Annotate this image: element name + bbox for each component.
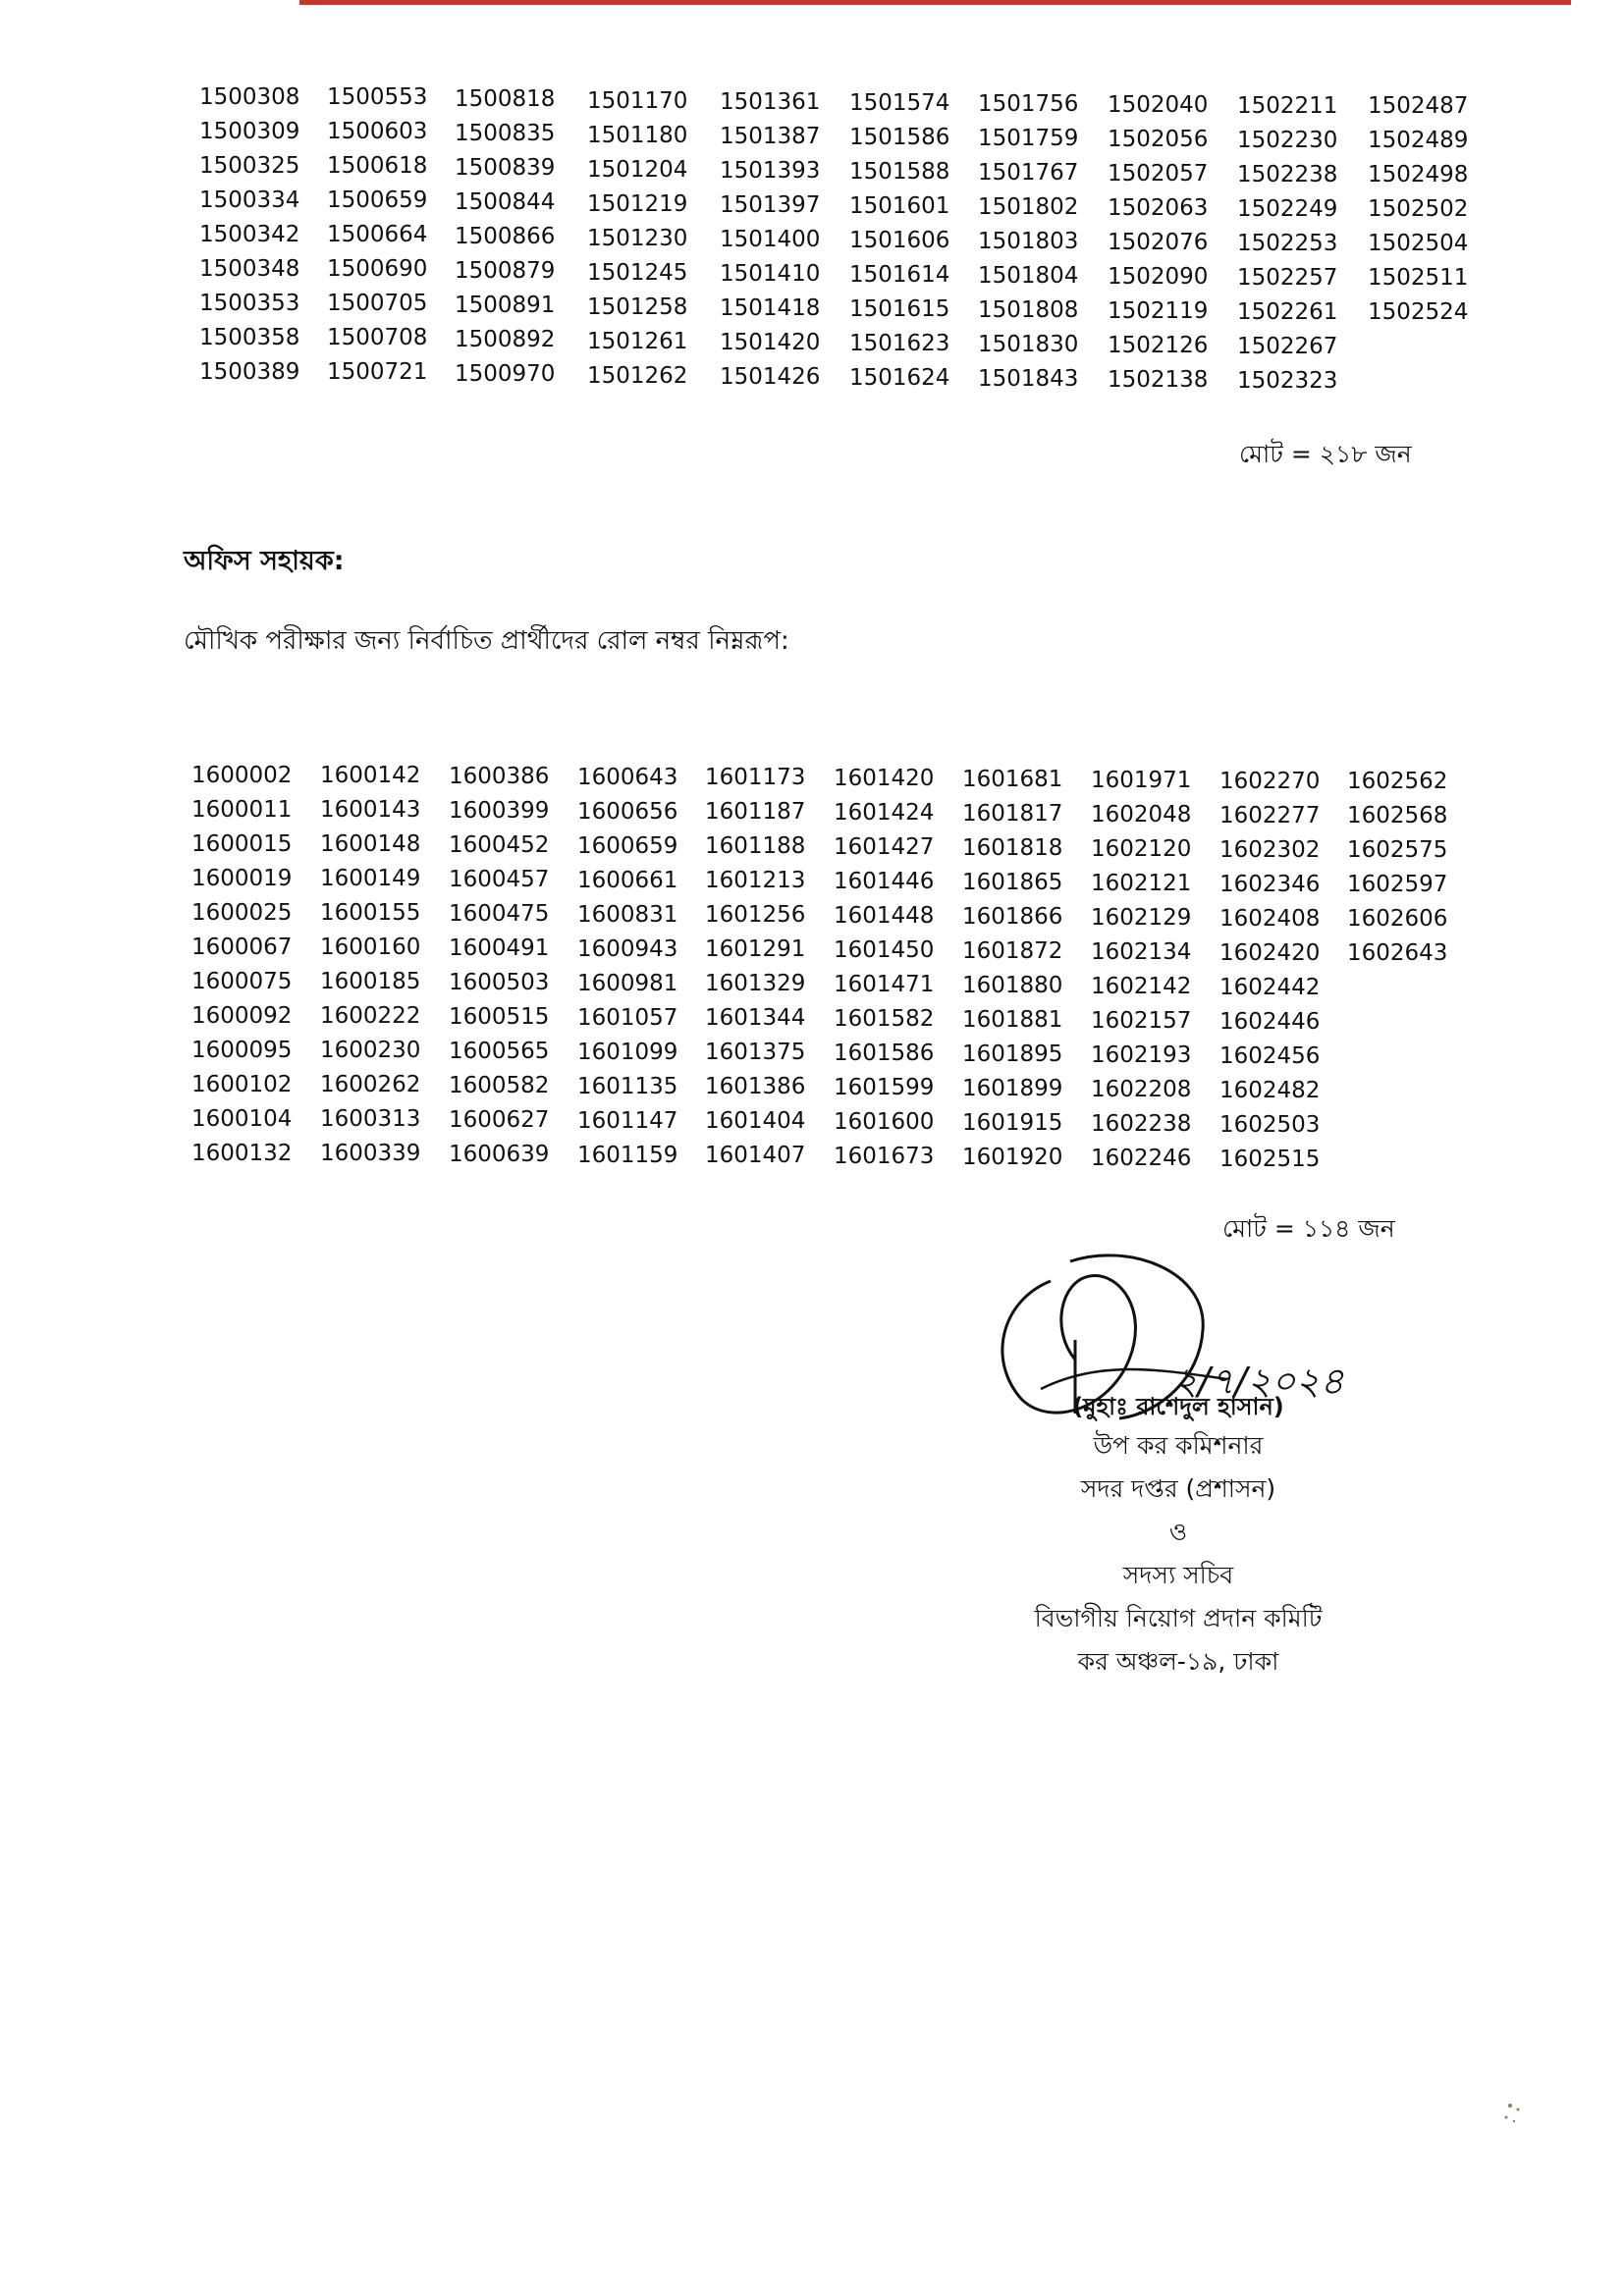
roll-number: 1602302	[1219, 837, 1321, 863]
roll-number: 1602142	[1091, 974, 1192, 999]
roll-number: 1600067	[191, 934, 293, 960]
roll-number: 1602562	[1347, 769, 1448, 794]
roll-number: 1601057	[577, 1005, 678, 1031]
roll-number: 1600659	[577, 833, 678, 859]
roll-column-1	[191, 759, 292, 1171]
roll-number: 1600503	[449, 970, 550, 995]
roll-number: 1601448	[834, 903, 935, 929]
roll-number: 1500353	[199, 291, 300, 316]
roll-number: 1501614	[849, 262, 950, 288]
roll-number: 1601099	[577, 1040, 678, 1065]
roll-number: 1500705	[327, 291, 428, 316]
roll-number: 1600230	[320, 1038, 421, 1063]
roll-number: 1601971	[1091, 768, 1192, 793]
handwritten-date: ২/৭/২০২৪	[1173, 1360, 1344, 1403]
roll-number: 1600943	[577, 936, 678, 962]
roll-number: 1502238	[1237, 162, 1338, 187]
roll-number: 1500325	[199, 153, 300, 179]
section-subtitle: মৌখিক পরীক্ষার জন্য নির্বাচিত প্রার্থীদের রোল নম্বর নিম্নরূপ:	[184, 626, 789, 656]
roll-number: 1601159	[577, 1143, 678, 1168]
roll-column-1	[199, 80, 299, 390]
roll-number-grid-2	[191, 759, 1488, 1191]
roll-number: 1602420	[1219, 940, 1321, 966]
roll-number: 1502230	[1237, 128, 1338, 153]
roll-number: 1601599	[834, 1075, 935, 1100]
roll-number: 1501623	[849, 331, 950, 356]
roll-number: 1500844	[455, 189, 556, 215]
roll-number: 1500603	[327, 119, 428, 144]
roll-number: 1601872	[962, 938, 1063, 964]
roll-number: 1502090	[1108, 264, 1209, 290]
signatory-zone: কর অঞ্চল-১৯, ঢাকা	[1077, 1647, 1279, 1676]
roll-column-2	[327, 80, 427, 390]
roll-column-8	[1108, 88, 1208, 398]
roll-column-3	[449, 760, 549, 1172]
roll-number: 1500892	[455, 327, 556, 352]
roll-number: 1500358	[199, 325, 300, 350]
roll-number: 1600015	[191, 831, 293, 857]
roll-number: 1602270	[1219, 769, 1321, 794]
roll-number: 1601173	[705, 765, 806, 790]
roll-number: 1601291	[705, 936, 806, 962]
roll-number: 1601450	[834, 937, 935, 963]
roll-number: 1601446	[834, 869, 935, 894]
roll-column-9	[1237, 89, 1337, 399]
signature-block	[982, 1389, 1375, 1683]
roll-number: 1600661	[577, 868, 678, 893]
roll-number: 1602597	[1347, 872, 1448, 897]
roll-column-4	[577, 761, 677, 1173]
roll-number: 1602048	[1091, 802, 1192, 828]
roll-number: 1601424	[834, 800, 935, 826]
roll-number: 1501759	[978, 126, 1079, 151]
roll-number: 1602482	[1219, 1078, 1321, 1103]
roll-number: 1501170	[587, 88, 688, 114]
roll-number: 1501830	[978, 332, 1079, 357]
roll-number: 1500835	[455, 121, 556, 146]
signatory-office: সদর দপ্তর (প্রশাসন)	[1080, 1474, 1276, 1503]
signatory-name: (মুহাঃ রাশেদুল হাসান)	[1072, 1393, 1284, 1420]
roll-number: 1601600	[834, 1109, 935, 1135]
roll-number: 1600643	[577, 765, 678, 790]
roll-number: 1601213	[705, 868, 806, 893]
roll-number: 1501387	[720, 124, 821, 149]
roll-number: 1500309	[199, 119, 300, 144]
roll-number: 1600148	[320, 831, 421, 857]
signatory-committee: বিভাগীয় নিয়োগ প্রদান কমিটি	[1034, 1604, 1323, 1632]
roll-number: 1501393	[720, 158, 821, 184]
roll-number: 1500879	[455, 258, 556, 284]
roll-number: 1601920	[962, 1145, 1063, 1170]
roll-number: 1500866	[455, 224, 556, 249]
roll-number: 1602346	[1219, 872, 1321, 897]
roll-number: 1500334	[199, 187, 300, 213]
roll-number: 1501420	[720, 330, 821, 355]
roll-number: 1600831	[577, 902, 678, 928]
total-count-1: মোট = ২১৮ জন	[1239, 440, 1412, 468]
roll-number: 1502057	[1108, 161, 1209, 187]
roll-number: 1600185	[320, 969, 421, 994]
roll-number: 1601256	[705, 902, 806, 928]
roll-number: 1602238	[1091, 1111, 1192, 1137]
roll-number: 1501803	[978, 229, 1079, 254]
roll-number: 1500664	[327, 222, 428, 247]
roll-number: 1501843	[978, 366, 1079, 392]
roll-number: 1601386	[705, 1074, 806, 1099]
roll-column-5	[720, 85, 820, 395]
roll-number: 1600160	[320, 934, 421, 960]
roll-number: 1601471	[834, 972, 935, 997]
roll-number: 1502487	[1368, 93, 1469, 119]
roll-number: 1501204	[587, 157, 688, 183]
roll-number: 1601188	[705, 833, 806, 859]
roll-number: 1501426	[720, 364, 821, 390]
roll-column-8	[1091, 764, 1191, 1176]
roll-number: 1502211	[1237, 93, 1338, 119]
roll-number: 1601673	[834, 1144, 935, 1169]
roll-number: 1601407	[705, 1143, 806, 1168]
roll-number: 1600656	[577, 799, 678, 825]
roll-number: 1502126	[1108, 333, 1209, 358]
roll-column-6	[849, 86, 949, 396]
roll-number: 1501606	[849, 228, 950, 253]
roll-number: 1501258	[587, 294, 688, 320]
roll-column-6	[834, 762, 934, 1174]
roll-number: 1600475	[449, 901, 550, 927]
roll-number: 1500389	[199, 359, 300, 385]
roll-number: 1602120	[1091, 836, 1192, 862]
roll-number: 1501767	[978, 160, 1079, 186]
roll-number: 1501180	[587, 123, 688, 148]
roll-number: 1500721	[327, 359, 428, 385]
roll-number: 1600095	[191, 1038, 293, 1063]
roll-number: 1501586	[849, 125, 950, 150]
roll-number: 1601582	[834, 1006, 935, 1032]
roll-number: 1602157	[1091, 1008, 1192, 1034]
roll-number: 1501808	[978, 297, 1079, 323]
signatory-role: সদস্য সচিব	[1122, 1561, 1234, 1589]
roll-number: 1502323	[1237, 368, 1338, 394]
roll-number: 1600002	[191, 763, 293, 788]
roll-number: 1600104	[191, 1106, 293, 1132]
roll-number: 1601135	[577, 1074, 678, 1099]
roll-number: 1602568	[1347, 803, 1448, 828]
roll-number: 1602643	[1347, 940, 1448, 966]
roll-number: 1600011	[191, 797, 293, 823]
roll-column-4	[587, 84, 687, 394]
roll-number: 1600582	[449, 1073, 550, 1098]
roll-number: 1600149	[320, 866, 421, 891]
roll-number: 1501615	[849, 296, 950, 322]
roll-number: 1502249	[1237, 196, 1338, 222]
roll-number: 1601817	[962, 801, 1063, 827]
roll-number: 1602193	[1091, 1042, 1192, 1068]
roll-number: 1501361	[720, 89, 821, 115]
roll-number: 1600491	[449, 935, 550, 961]
roll-number: 1501588	[849, 159, 950, 185]
section-heading-office-assistant: অফিস সহায়ক:	[184, 546, 345, 576]
roll-number: 1601818	[962, 835, 1063, 861]
roll-number: 1502040	[1108, 92, 1209, 118]
roll-number: 1500342	[199, 222, 300, 247]
roll-number: 1600339	[320, 1141, 421, 1166]
roll-number: 1600515	[449, 1004, 550, 1030]
roll-number-grid-1	[199, 80, 1495, 414]
roll-number: 1601915	[962, 1110, 1063, 1136]
roll-number: 1602246	[1091, 1146, 1192, 1171]
total-count-2: মোট = ১১৪ জন	[1222, 1214, 1395, 1243]
roll-number: 1602208	[1091, 1077, 1192, 1102]
roll-number: 1500659	[327, 187, 428, 213]
roll-number: 1600457	[449, 867, 550, 892]
signatory-designation: উপ কর কমিশনার	[1093, 1431, 1264, 1460]
roll-number: 1602129	[1091, 905, 1192, 931]
roll-number: 1501601	[849, 193, 950, 219]
roll-number: 1601427	[834, 834, 935, 860]
roll-number: 1600222	[320, 1003, 421, 1029]
roll-number: 1501802	[978, 194, 1079, 220]
roll-number: 1600132	[191, 1141, 293, 1166]
roll-number: 1601147	[577, 1108, 678, 1134]
roll-number: 1601586	[834, 1041, 935, 1066]
roll-number: 1600313	[320, 1106, 421, 1132]
roll-number: 1601187	[705, 799, 806, 825]
roll-number: 1501262	[587, 363, 688, 389]
roll-number: 1502267	[1237, 334, 1338, 359]
roll-number: 1600627	[449, 1107, 550, 1133]
roll-column-3	[455, 82, 555, 392]
roll-number: 1501574	[849, 90, 950, 116]
roll-column-2	[320, 759, 420, 1171]
roll-number: 1600399	[449, 798, 550, 824]
roll-number: 1600143	[320, 797, 421, 823]
roll-number: 1500891	[455, 293, 556, 318]
roll-number: 1600386	[449, 764, 550, 789]
roll-number: 1600452	[449, 832, 550, 858]
roll-number: 1602446	[1219, 1009, 1321, 1035]
roll-number: 1500618	[327, 153, 428, 179]
roll-number: 1602606	[1347, 906, 1448, 932]
roll-number: 1500308	[199, 84, 300, 110]
roll-number: 1501624	[849, 365, 950, 391]
roll-number: 1601420	[834, 766, 935, 791]
roll-number: 1501245	[587, 260, 688, 286]
roll-number: 1502511	[1368, 265, 1469, 291]
roll-number: 1501418	[720, 295, 821, 321]
roll-number: 1502498	[1368, 162, 1469, 187]
roll-number: 1601329	[705, 971, 806, 996]
roll-number: 1600262	[320, 1072, 421, 1097]
roll-number: 1601881	[962, 1007, 1063, 1033]
roll-column-7	[962, 763, 1062, 1175]
roll-number: 1500348	[199, 256, 300, 282]
roll-number: 1600639	[449, 1142, 550, 1167]
roll-number: 1502119	[1108, 298, 1209, 324]
roll-column-10	[1347, 765, 1447, 971]
roll-number: 1502253	[1237, 231, 1338, 256]
roll-number: 1601866	[962, 904, 1063, 930]
roll-number: 1600075	[191, 969, 293, 994]
roll-column-7	[978, 87, 1078, 397]
roll-number: 1500970	[455, 361, 556, 387]
roll-number: 1601681	[962, 767, 1063, 792]
roll-number: 1600981	[577, 971, 678, 996]
roll-number: 1600565	[449, 1039, 550, 1064]
roll-number: 1502076	[1108, 230, 1209, 255]
signatory-conjunction: ও	[1168, 1518, 1188, 1546]
roll-number: 1502524	[1368, 299, 1469, 325]
roll-column-10	[1368, 89, 1468, 330]
roll-column-9	[1219, 765, 1320, 1177]
roll-number: 1502504	[1368, 231, 1469, 256]
top-border-line	[299, 0, 1571, 5]
roll-number: 1602575	[1347, 837, 1448, 863]
roll-number: 1501230	[587, 226, 688, 251]
roll-number: 1502489	[1368, 128, 1469, 153]
roll-number: 1600142	[320, 763, 421, 788]
roll-number: 1501261	[587, 329, 688, 354]
roll-number: 1601865	[962, 870, 1063, 895]
roll-number: 1600019	[191, 866, 293, 891]
roll-number: 1601880	[962, 973, 1063, 998]
roll-number: 1600102	[191, 1072, 293, 1097]
roll-number: 1600155	[320, 900, 421, 926]
roll-number: 1502257	[1237, 265, 1338, 291]
roll-number: 1502502	[1368, 196, 1469, 222]
roll-number: 1500690	[327, 256, 428, 282]
roll-number: 1601344	[705, 1005, 806, 1031]
roll-number: 1601404	[705, 1108, 806, 1134]
roll-number: 1500708	[327, 325, 428, 350]
roll-number: 1602442	[1219, 975, 1321, 1000]
roll-number: 1502138	[1108, 367, 1209, 393]
roll-number: 1602134	[1091, 939, 1192, 965]
roll-number: 1500839	[455, 155, 556, 181]
roll-number: 1501410	[720, 261, 821, 287]
roll-column-5	[705, 761, 805, 1173]
roll-number: 1500818	[455, 86, 556, 112]
roll-number: 1601375	[705, 1040, 806, 1065]
roll-number: 1501804	[978, 263, 1079, 289]
roll-number: 1502063	[1108, 195, 1209, 221]
roll-number: 1500553	[327, 84, 428, 110]
roll-number: 1501397	[720, 192, 821, 218]
roll-number: 1502261	[1237, 299, 1338, 325]
roll-number: 1601899	[962, 1076, 1063, 1101]
roll-number: 1602503	[1219, 1112, 1321, 1138]
roll-number: 1602456	[1219, 1043, 1321, 1069]
roll-number: 1600092	[191, 1003, 293, 1029]
roll-number: 1602408	[1219, 906, 1321, 932]
roll-number: 1502056	[1108, 127, 1209, 152]
roll-number: 1501400	[720, 227, 821, 252]
roll-number: 1602277	[1219, 803, 1321, 828]
roll-number: 1601895	[962, 1041, 1063, 1067]
roll-number: 1602515	[1219, 1147, 1321, 1172]
roll-number: 1602121	[1091, 871, 1192, 896]
roll-number: 1501219	[587, 191, 688, 217]
roll-number: 1501756	[978, 91, 1079, 117]
ink-smudge-marks	[1502, 2096, 1542, 2135]
roll-number: 1600025	[191, 900, 293, 926]
